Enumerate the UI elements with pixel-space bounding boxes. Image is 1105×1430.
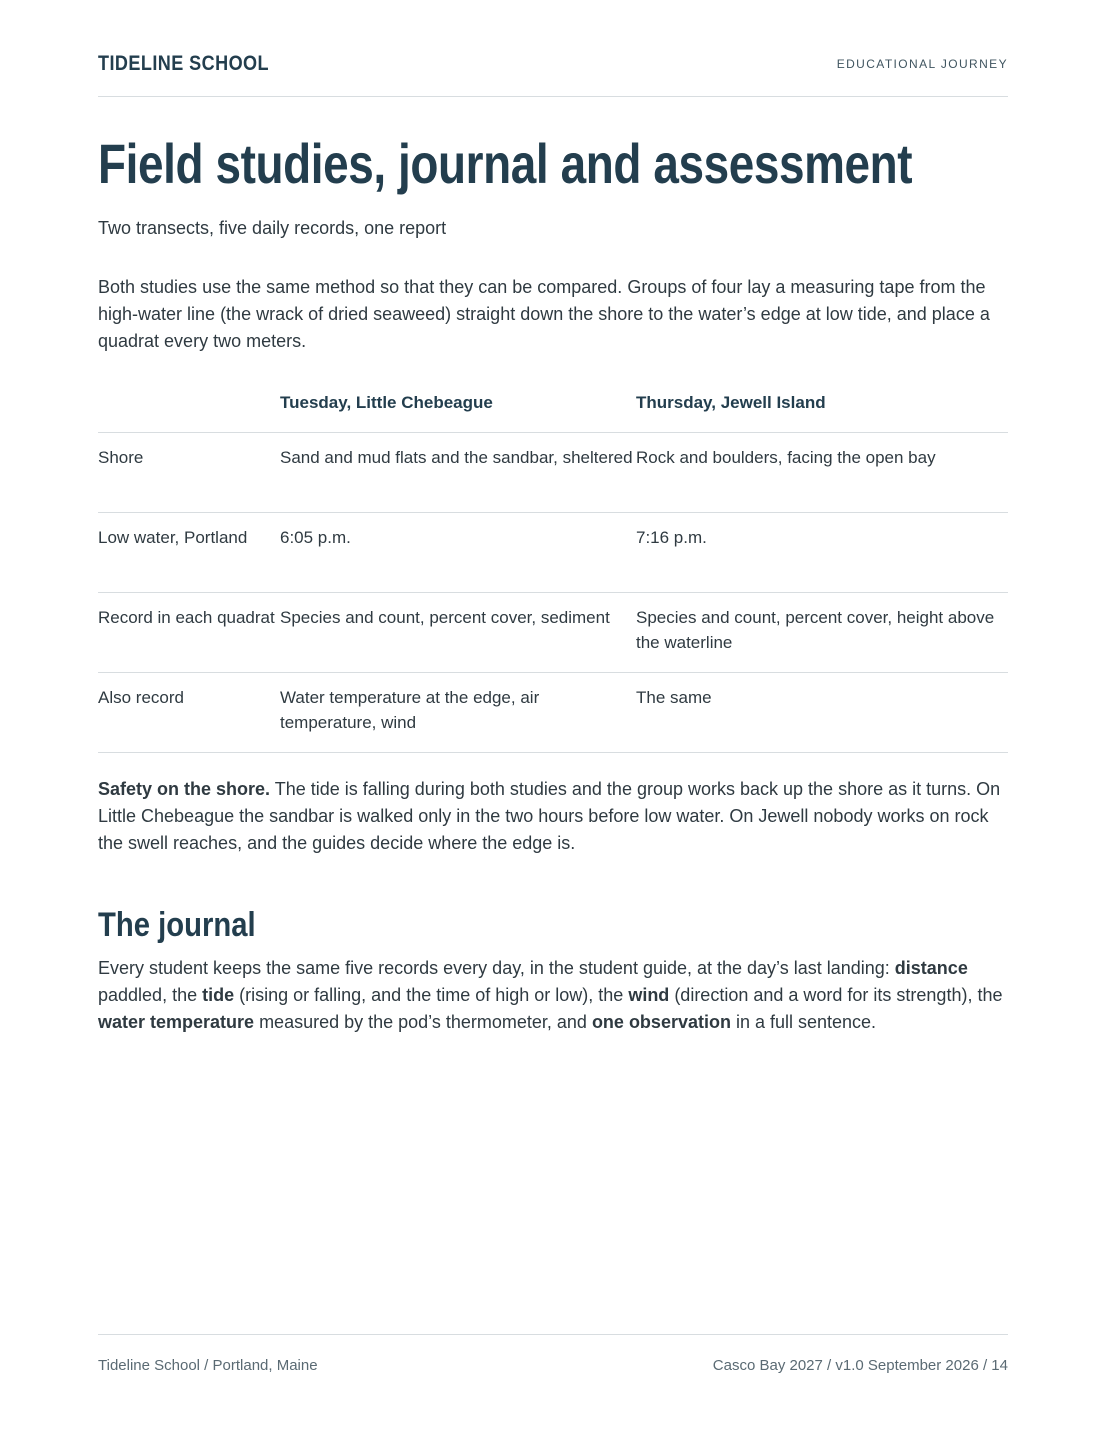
row-label: Shore bbox=[98, 432, 280, 512]
tuesday-cell: Species and count, percent cover, sediment bbox=[280, 592, 636, 672]
journal-text: Every student keeps the same five records every day, in the student guide, at the day’s last landing: bbox=[98, 958, 895, 978]
page-subtitle: Two transects, five daily records, one report bbox=[98, 218, 447, 238]
safety-paragraph bbox=[98, 776, 1008, 857]
thursday-cell: The same bbox=[636, 672, 1008, 752]
journal-key-term: distance bbox=[894, 958, 968, 978]
page-footer bbox=[98, 1334, 1008, 1374]
journal-text: in a full sentence. bbox=[730, 1012, 877, 1032]
journal-text: paddled, the bbox=[98, 985, 203, 1005]
page-title: Field studies, journal and assessment bbox=[98, 132, 913, 195]
journal-key-term: wind bbox=[628, 985, 670, 1005]
tuesday-cell: Water temperature at the edge, air temperature, wind bbox=[280, 672, 636, 752]
journal-heading: The journal bbox=[98, 906, 256, 944]
safety-text: The tide is falling during both studies and the group works back up the shore as it turns. On Little Chebeague the sandbar is walked only in the two hours before low water. On Jewell nobody works on rock the swell reaches, and the guides decide where the edge is. bbox=[98, 779, 1001, 853]
row-label: Record in each quadrat bbox=[98, 592, 280, 672]
journal-paragraph bbox=[98, 955, 1008, 1036]
row-label: Low water, Portland bbox=[98, 512, 280, 592]
table-row bbox=[98, 432, 1008, 512]
journal-text: (direction and a word for its strength), the bbox=[669, 985, 1003, 1005]
tuesday-cell: 6:05 p.m. bbox=[280, 512, 636, 592]
thursday-cell: Species and count, percent cover, height above the waterline bbox=[636, 592, 1008, 672]
footer-location: Tideline School / Portland, Maine bbox=[98, 1357, 318, 1374]
row-label: Also record bbox=[98, 672, 280, 752]
journal-text: measured by the pod’s thermometer, and bbox=[254, 1012, 592, 1032]
table-header-blank bbox=[98, 376, 280, 432]
thursday-cell: 7:16 p.m. bbox=[636, 512, 1008, 592]
tuesday-cell: Sand and mud flats and the sandbar, sheltered bbox=[280, 432, 636, 512]
journal-key-term: water temperature bbox=[98, 1012, 255, 1032]
journal-key-term: tide bbox=[202, 985, 235, 1005]
safety-lead: Safety on the shore. bbox=[98, 779, 271, 799]
table-row bbox=[98, 592, 1008, 672]
field-study-table bbox=[98, 376, 1008, 753]
journal-text: (rising or falling, and the time of high or low), the bbox=[234, 985, 629, 1005]
thursday-cell: Rock and boulders, facing the open bay bbox=[636, 432, 1008, 512]
journal-key-term: one observation bbox=[591, 1012, 731, 1032]
table-header-tuesday: Tuesday, Little Chebeague bbox=[280, 376, 636, 432]
table-row bbox=[98, 672, 1008, 752]
table-header-row bbox=[98, 376, 1008, 432]
page-header bbox=[98, 48, 1008, 97]
table-row bbox=[98, 512, 1008, 592]
table-header-thursday: Thursday, Jewell Island bbox=[636, 376, 1008, 432]
school-name: TIDELINE SCHOOL bbox=[98, 52, 270, 75]
document-page bbox=[98, 0, 1008, 1430]
footer-page-info: Casco Bay 2027 / v1.0 September 2026 / 14 bbox=[712, 1357, 1008, 1374]
intro-paragraph: Both studies use the same method so that they can be compared. Groups of four lay a measuring tape from the high-water line (the wrack of dried seaweed) straight down the shore to the water’s edge at low tide, and place a quadrat every two meters. bbox=[98, 277, 990, 351]
section-label: EDUCATIONAL JOURNEY bbox=[836, 57, 1008, 71]
